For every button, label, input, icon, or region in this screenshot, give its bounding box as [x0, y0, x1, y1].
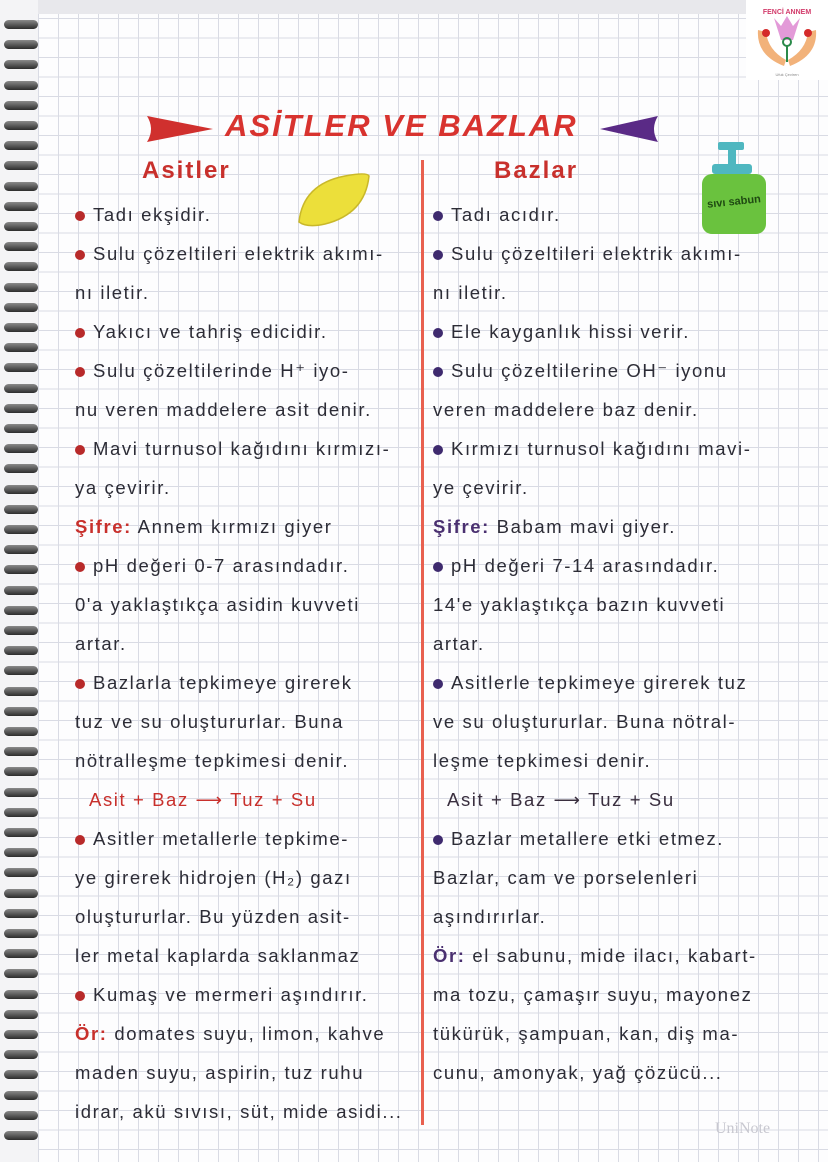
spiral-ring [4, 363, 38, 372]
spiral-ring [4, 283, 38, 292]
title-acids: ASİTLER [225, 108, 372, 143]
bases-column [433, 195, 757, 1092]
bullet-dot-icon [75, 445, 85, 455]
spiral-ring [4, 808, 38, 817]
text-line [433, 975, 757, 1014]
line-text: leşme tepkimesi denir. [433, 750, 652, 771]
text-line [75, 585, 403, 624]
spiral-ring [4, 666, 38, 675]
bullet-item [433, 312, 757, 351]
bullet-dot-icon [75, 835, 85, 845]
spiral-ring [4, 464, 38, 473]
text-line [75, 741, 403, 780]
bullet-dot-icon [433, 679, 443, 689]
line-text: cunu, amonyak, yağ çözücü... [433, 1062, 723, 1083]
purple-arrow-icon [598, 112, 660, 146]
text-line [75, 780, 403, 819]
line-text: Asitler metallerle tepkime- [93, 828, 350, 849]
logo-hands-flower-icon [746, 0, 828, 80]
line-text: Asit + Baz ⟶ Tuz + Su [447, 789, 675, 810]
spiral-ring [4, 161, 38, 170]
bullet-item [75, 663, 403, 702]
bullet-item [75, 429, 403, 468]
bullet-item [75, 975, 403, 1014]
bullet-dot-icon [433, 250, 443, 260]
text-line [75, 936, 403, 975]
bullet-dot-icon [433, 328, 443, 338]
spiral-ring [4, 565, 38, 574]
spiral-ring [4, 242, 38, 251]
spiral-ring [4, 687, 38, 696]
spiral-ring [4, 990, 38, 999]
spiral-ring [4, 929, 38, 938]
spiral-ring [4, 606, 38, 615]
line-text: 14'e yaklaştıkça bazın kuvveti [433, 594, 726, 615]
acids-header: Asitler [142, 157, 231, 184]
line-text: nı iletir. [75, 282, 150, 303]
spiral-ring [4, 747, 38, 756]
spiral-ring [4, 1030, 38, 1039]
spiral-ring [4, 1010, 38, 1019]
text-line [433, 897, 757, 936]
line-text: maden suyu, aspirin, tuz ruhu [75, 1062, 365, 1083]
spiral-ring [4, 81, 38, 90]
line-text: tuz ve su oluştururlar. Buna [75, 711, 344, 732]
bullet-item [75, 351, 403, 390]
line-text: Yakıcı ve tahriş edicidir. [93, 321, 328, 342]
line-text: Sulu çözeltileri elektrik akımı- [93, 243, 384, 264]
svg-text:FENCİ ANNEM: FENCİ ANNEM [762, 9, 812, 16]
bullet-item [75, 819, 403, 858]
spiral-ring [4, 889, 38, 898]
spiral-ring [4, 323, 38, 332]
bullet-item [433, 663, 757, 702]
line-text: Tadı ekşidir. [93, 204, 212, 225]
line-text: nı iletir. [433, 282, 508, 303]
line-text: 0'a yaklaştıkça asidin kuvveti [75, 594, 360, 615]
text-line [433, 273, 757, 312]
bullet-dot-icon [75, 211, 85, 221]
spiral-ring [4, 202, 38, 211]
line-text: Asit + Baz ⟶ Tuz + Su [89, 789, 317, 810]
spiral-ring [4, 444, 38, 453]
line-text: tükürük, şampuan, kan, diş ma- [433, 1023, 740, 1044]
line-text: Tadı acıdır. [451, 204, 561, 225]
bullet-item [433, 195, 757, 234]
spiral-ring [4, 60, 38, 69]
spiral-ring [4, 969, 38, 978]
svg-text:Ufuk Çeviren: Ufuk Çeviren [775, 72, 799, 77]
margin-line [421, 160, 424, 1125]
line-text: Sulu çözeltilerine OH⁻ iyonu [451, 360, 728, 381]
spiral-ring [4, 646, 38, 655]
line-text: ye çevirir. [433, 477, 529, 498]
red-arrow-icon [145, 112, 215, 146]
spiral-ring [4, 222, 38, 231]
text-line [433, 390, 757, 429]
bullet-dot-icon [75, 991, 85, 1001]
page-title [225, 108, 578, 144]
spiral-ring [4, 788, 38, 797]
line-text: Bazlarla tepkimeye girerek [93, 672, 353, 693]
line-text: idrar, akü sıvısı, süt, mide asidi... [75, 1101, 403, 1122]
bullet-dot-icon [433, 562, 443, 572]
soap-label: sıvı sabun [706, 193, 762, 211]
bullet-dot-icon [75, 562, 85, 572]
line-text: Asitlerle tepkimeye girerek tuz [451, 672, 748, 693]
line-text: Ele kayganlık hissi verir. [451, 321, 691, 342]
line-text: oluştururlar. Bu yüzden asit- [75, 906, 351, 927]
text-line [75, 273, 403, 312]
line-text: veren maddelere baz denir. [433, 399, 699, 420]
bullet-item [433, 351, 757, 390]
line-text: ya çevirir. [75, 477, 171, 498]
text-line [75, 1092, 403, 1131]
spiral-ring [4, 949, 38, 958]
spiral-ring [4, 707, 38, 716]
page-top-edge [38, 0, 748, 14]
text-line [433, 702, 757, 741]
watermark: UniNote [715, 1120, 771, 1137]
spiral-ring [4, 626, 38, 635]
spiral-ring [4, 586, 38, 595]
spiral-ring [4, 1070, 38, 1079]
text-line [75, 897, 403, 936]
text-line [75, 468, 403, 507]
spiral-ring [4, 868, 38, 877]
spiral-ring [4, 1091, 38, 1100]
line-prefix: Ör: [433, 945, 466, 966]
spiral-binding [0, 20, 40, 1160]
text-line [433, 1014, 757, 1053]
acids-column [75, 195, 403, 1131]
bullet-item [433, 234, 757, 273]
spiral-ring [4, 303, 38, 312]
line-text: Sulu çözeltilerinde H⁺ iyo- [93, 360, 350, 381]
logo [746, 0, 828, 80]
text-line [433, 741, 757, 780]
text-line [75, 702, 403, 741]
bullet-dot-icon [433, 445, 443, 455]
spiral-ring [4, 767, 38, 776]
bullet-dot-icon [75, 367, 85, 377]
text-line [433, 468, 757, 507]
spiral-ring [4, 141, 38, 150]
line-text: Annem kırmızı giyer [137, 516, 333, 537]
line-text: pH değeri 0-7 arasındadır. [93, 555, 350, 576]
line-text: Kırmızı turnusol kağıdını mavi- [451, 438, 752, 459]
bullet-item [75, 546, 403, 585]
line-text: pH değeri 7-14 arasındadır. [451, 555, 720, 576]
bullet-dot-icon [433, 835, 443, 845]
bullet-dot-icon [75, 328, 85, 338]
spiral-ring [4, 828, 38, 837]
bases-header: Bazlar [494, 157, 579, 184]
line-text: Babam mavi giyer. [496, 516, 677, 537]
line-text: ve su oluştururlar. Buna nötral- [433, 711, 737, 732]
spiral-ring [4, 505, 38, 514]
line-text: ye girerek hidrojen (H₂) gazı [75, 867, 352, 888]
spiral-ring [4, 262, 38, 271]
text-line [75, 858, 403, 897]
bullet-item [433, 819, 757, 858]
line-prefix: Ör: [75, 1023, 108, 1044]
spiral-ring [4, 545, 38, 554]
line-text: el sabunu, mide ilacı, kabart- [472, 945, 757, 966]
spiral-ring [4, 384, 38, 393]
line-text: nötralleşme tepkimesi denir. [75, 750, 350, 771]
spiral-ring [4, 404, 38, 413]
spiral-ring [4, 909, 38, 918]
bullet-dot-icon [75, 679, 85, 689]
line-text: aşındırırlar. [433, 906, 547, 927]
line-text: Bazlar, cam ve porselenleri [433, 867, 699, 888]
line-text: Mavi turnusol kağıdını kırmızı- [93, 438, 391, 459]
spiral-ring [4, 525, 38, 534]
bullet-item [433, 429, 757, 468]
text-line [433, 507, 757, 546]
bullet-dot-icon [433, 211, 443, 221]
spiral-ring [4, 101, 38, 110]
spiral-ring [4, 182, 38, 191]
text-line [433, 624, 757, 663]
spiral-ring [4, 1131, 38, 1140]
line-text: ma tozu, çamaşır suyu, mayonez [433, 984, 753, 1005]
spiral-ring [4, 1111, 38, 1120]
title-bases: BAZLAR [438, 108, 578, 143]
bullet-item [433, 546, 757, 585]
spiral-ring [4, 20, 38, 29]
spiral-ring [4, 727, 38, 736]
spiral-ring [4, 485, 38, 494]
bullet-dot-icon [75, 250, 85, 260]
line-text: artar. [75, 633, 127, 654]
text-line [75, 390, 403, 429]
line-text: Kumaş ve mermeri aşındırır. [93, 984, 369, 1005]
line-text: domates suyu, limon, kahve [114, 1023, 386, 1044]
line-prefix: Şifre: [75, 516, 132, 537]
spiral-ring [4, 1050, 38, 1059]
text-line [433, 936, 757, 975]
line-prefix: Şifre: [433, 516, 490, 537]
text-line [75, 1014, 403, 1053]
spiral-ring [4, 343, 38, 352]
spiral-ring [4, 424, 38, 433]
text-line [433, 1053, 757, 1092]
text-line [433, 780, 757, 819]
text-line [433, 585, 757, 624]
line-text: artar. [433, 633, 485, 654]
text-line [75, 507, 403, 546]
line-text: Bazlar metallere etki etmez. [451, 828, 725, 849]
spiral-ring [4, 40, 38, 49]
bullet-dot-icon [433, 367, 443, 377]
title-and: VE [382, 108, 428, 143]
bullet-item [75, 234, 403, 273]
text-line [433, 858, 757, 897]
spiral-ring [4, 121, 38, 130]
line-text: Sulu çözeltileri elektrik akımı- [451, 243, 742, 264]
bullet-item [75, 195, 403, 234]
line-text: ler metal kaplarda saklanmaz [75, 945, 361, 966]
bullet-item [75, 312, 403, 351]
text-line [75, 1053, 403, 1092]
line-text: nu veren maddelere asit denir. [75, 399, 372, 420]
spiral-ring [4, 848, 38, 857]
text-line [75, 624, 403, 663]
